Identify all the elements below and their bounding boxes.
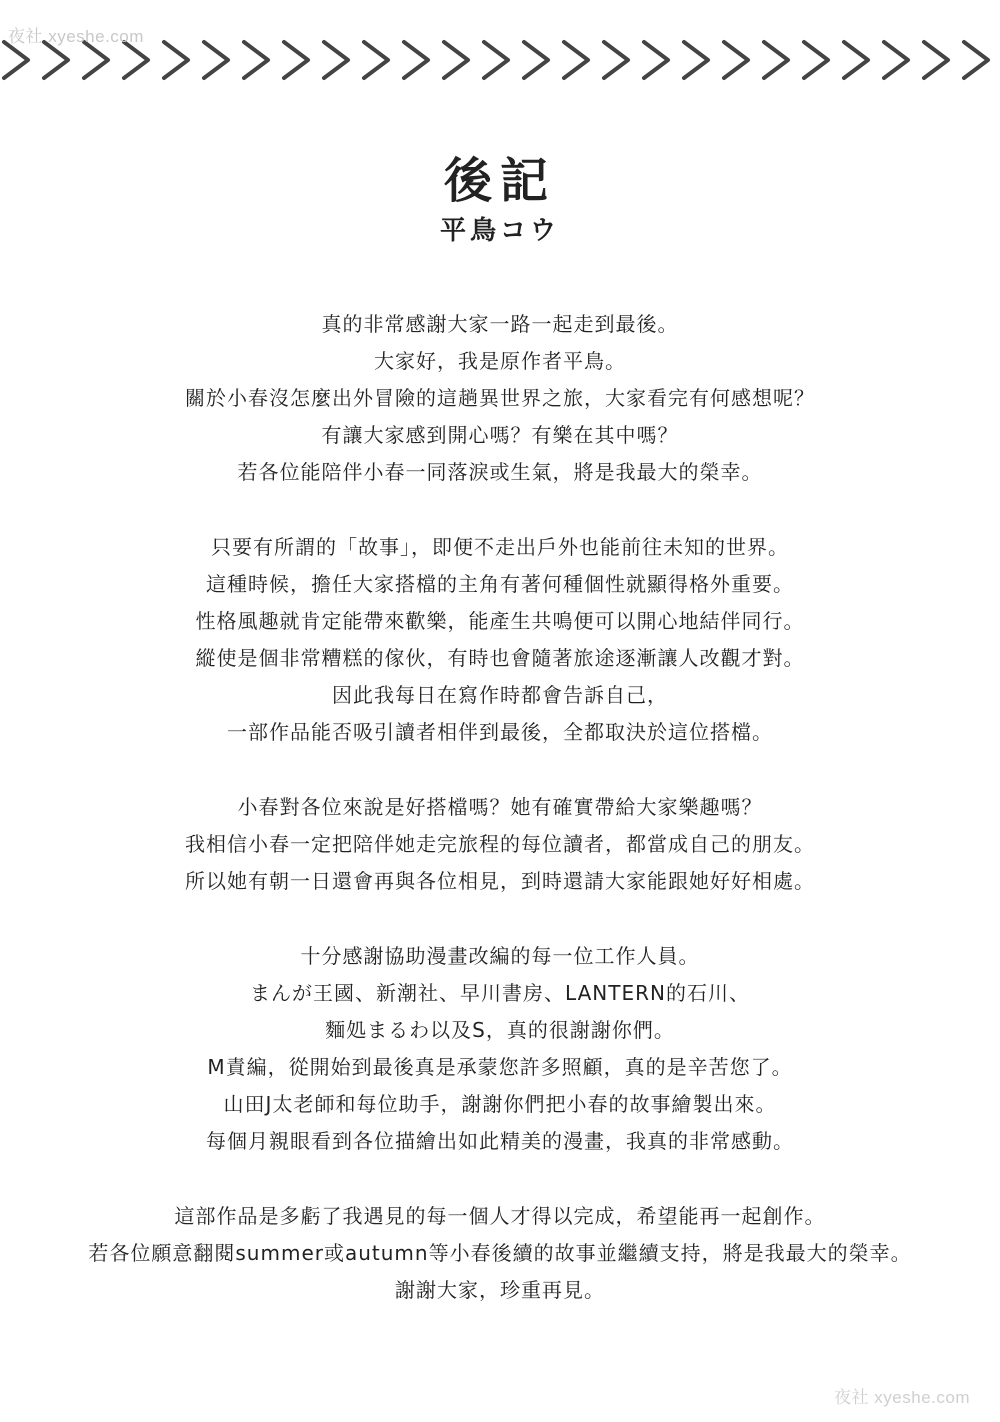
chevron-mark [364, 42, 388, 78]
text-line: 這種時候，擔任大家搭檔的主角有著何種個性就顯得格外重要。 [206, 572, 794, 596]
chevron-mark [964, 42, 988, 78]
author-name: 平鳥コウ [439, 216, 560, 246]
text-line: 縱使是個非常糟糕的傢伙，有時也會隨著旅途逐漸讓人改觀才對。 [195, 646, 805, 670]
text-line: 真的非常感謝大家一路一起走到最後。 [321, 312, 679, 336]
chevron-mark [724, 42, 748, 78]
text-line: 關於小春沒怎麼出外冒險的這趟異世界之旅，大家看完有何感想呢？ [185, 386, 815, 410]
watermark-bottom: 夜社 xyeshe.com [834, 1388, 970, 1407]
paragraph-4 [0, 938, 1000, 1160]
chevron-mark [924, 42, 948, 78]
chevron-mark [204, 42, 228, 78]
chevron-mark [324, 42, 348, 78]
text-line: 這部作品是多虧了我遇見的每一個人才得以完成，希望能再一起創作。 [174, 1204, 826, 1228]
afterword-body [0, 306, 1000, 1347]
text-line: 因此我每日在寫作時都會告訴自己， [332, 683, 668, 707]
paragraph-2 [0, 529, 1000, 751]
text-line: 一部作品能否吸引讀者相伴到最後，全都取決於這位搭檔。 [227, 720, 773, 744]
chevron-mark [164, 42, 188, 78]
chevron-mark [764, 42, 788, 78]
chevron-mark [404, 42, 428, 78]
text-line: 每個月親眼看到各位描繪出如此精美的漫畫，我真的非常感動。 [206, 1129, 794, 1153]
chevron-mark [844, 42, 868, 78]
chevron-mark [644, 42, 668, 78]
text-line: 性格風趣就肯定能帶來歡樂，能產生共鳴便可以開心地結伴同行。 [195, 609, 805, 633]
chevron-mark [444, 42, 468, 78]
paragraph-3 [0, 789, 1000, 900]
chevron-mark [564, 42, 588, 78]
chevron-mark [804, 42, 828, 78]
chevron-mark [284, 42, 308, 78]
chevron-border-decoration [0, 30, 1000, 90]
chevron-mark [684, 42, 708, 78]
text-line: 謝謝大家，珍重再見。 [395, 1278, 605, 1302]
text-line: 若各位能陪伴小春一同落淚或生氣，將是我最大的榮幸。 [237, 460, 763, 484]
chevron-mark [604, 42, 628, 78]
text-line: M責編，從開始到最後真是承蒙您許多照顧，真的是辛苦您了。 [207, 1055, 793, 1079]
chevron-mark [484, 42, 508, 78]
chevron-mark [44, 42, 68, 78]
chevron-mark [524, 42, 548, 78]
text-line: 有讓大家感到開心嗎？有樂在其中嗎？ [321, 423, 679, 447]
chevron-mark [124, 42, 148, 78]
chevron-mark [244, 42, 268, 78]
text-line: 十分感謝協助漫畫改編的每一位工作人員。 [300, 944, 700, 968]
paragraph-1 [0, 306, 1000, 491]
chevron-mark [84, 42, 108, 78]
page-title: 後記 [443, 153, 556, 209]
text-line: 山田J太老師和每位助手，謝謝你們把小春的故事繪製出來。 [223, 1092, 777, 1116]
text-line: 小春對各位來說是好搭檔嗎？她有確實帶給大家樂趣嗎？ [237, 795, 763, 819]
chevron-mark [4, 42, 28, 78]
paragraph-5 [0, 1198, 1000, 1309]
text-line: 麵処まるわ以及S，真的很謝謝你們。 [325, 1018, 675, 1042]
text-line: 只要有所謂的「故事」，即便不走出戶外也能前往未知的世界。 [211, 535, 789, 559]
text-line: まんが王國、新潮社、早川書房、LANTERN的石川、 [250, 981, 750, 1005]
text-line: 所以她有朝一日還會再與各位相見，到時還請大家能跟她好好相處。 [185, 869, 815, 893]
text-line: 我相信小春一定把陪伴她走完旅程的每位讀者，都當成自己的朋友。 [185, 832, 815, 856]
text-line: 若各位願意翻閱summer或autumn等小春後續的故事並繼續支持，將是我最大的榮幸。 [88, 1241, 912, 1265]
chevron-arrows-icon [0, 30, 1000, 90]
watermark-top: 夜社 xyeshe.com [8, 27, 144, 46]
text-line: 大家好，我是原作者平鳥。 [374, 349, 626, 373]
chevron-mark [884, 42, 908, 78]
